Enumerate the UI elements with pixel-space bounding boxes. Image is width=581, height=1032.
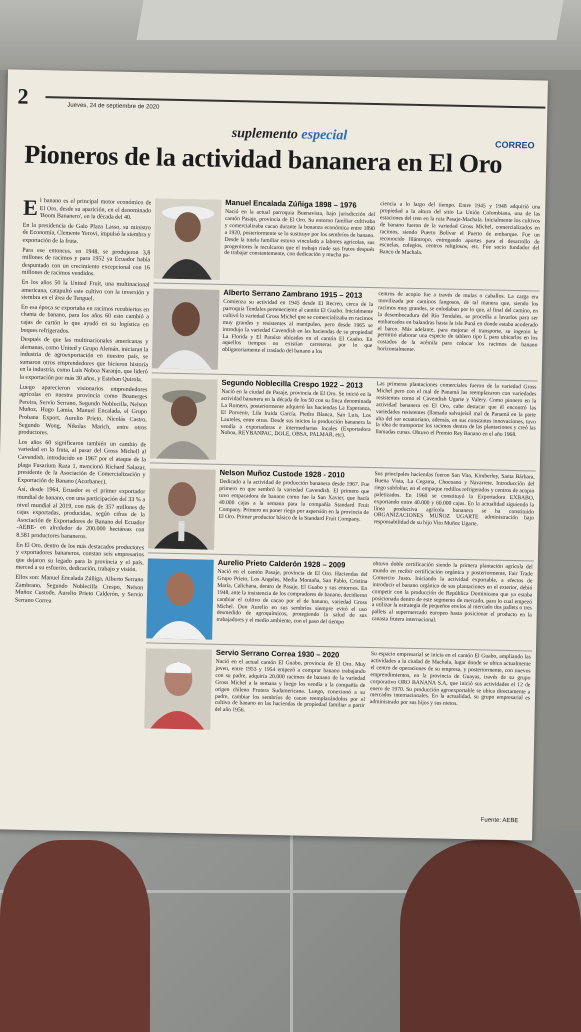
portrait-photo <box>144 648 212 729</box>
left-shoe <box>0 840 150 1032</box>
intro-paragraph: l banano es el principal motor económico de El Oro, desde su aparición, en el denominado 'Boom Bananero', en la década del 40. <box>39 198 152 222</box>
profile-name: Alberto Serrano Zambrano 1915 – 2013 <box>223 287 363 300</box>
profile-text: Sus principales haciendas fueron San Vito, Kimberley, Santa Bárbara, Buena Vista, La Cegama, Chocoano y Navarrete. Introducción del riego subfoliar, en el empaque rodillos refrigerados y centros de acopio paletizados. En 1960 se constituyó la Exportadora EXBABO, exportando entre 40.000 y 60.000 cajas. En la actualidad siguiendo la línea productiva agrícola bananera se ha constituido ORGANIZACIONES MUÑOZ UGARTE administración bajo responsabilidad de su hijo Vito Muñoz Ugarte. <box>373 471 535 528</box>
intro-paragraph: En la presidencia de Galo Plaza Lasso, su ministro de Economía, Clemente Yerovi, impulsó la siembra y exportación de la fruta. <box>22 222 151 245</box>
intro-paragraph: Ellos son: Manuel Encalada Zúñiga, Alberto Serrano Zambrano, Segundo Noblecilla Crespo, Nelson Muñoz Custode, Aurelio Prieto Calderón, y Servio Serrano Correa <box>14 574 144 605</box>
profile-text: Nació en el cantón Pasaje, provincia de El Oro. Haciendas del Grupo Prieto, Los Angeles, Media Montaña, San Pablo, Cristina María, Calichana, dentro de Pasaje, El Guabo y sus entornos. En 1948, ante la insistencia de los compradores de banano, decidieron cambiar el cultivo de cacao por el de banano, variedad Gross Michel. Don Aurelio en sus sembríos siempre evitó el uso desmedido de agroquímicos, protegiendo la salud de sus trabajadores y el medio ambiente, con el paso del tiempo <box>216 568 368 626</box>
portrait-photo <box>148 468 216 549</box>
portrait-photo <box>150 378 218 459</box>
profile-text: Nació en la actual parroquia Buenavista, bajo jurisdicción del cantón Pasaje, provincia de El Oro. Su entorno familiar cultivaba y comercializaba cacao durante la bonanza económica entre 1890 a 1920, posteriormente se lo sustituye por los sembríos de banano. Desde la tutela familiar estuvo vinculado a labores agrícolas, sus progenitores le inculcaron que el trabajo rinde sus frutos después de trabajar constantemente, con dedicación y mucha pa- <box>224 208 376 259</box>
intro-paragraph: Luego aparecieron visionarios emprendedores agrícolas en nuestra provincia como Boanerges Pereira, Servio Serrano, Segundo Noblecilla, Nelson Muñoz, Hugo Lamia, Manuel Encalada, el Grupo Probana Export, Aurelio Prieto, Nicolás Castro, Segundo Wong, Nikolas Marich, entre otros productores. <box>18 384 148 437</box>
profile-text: Nació en la ciudad de Pasaje, provincia de El Oro. Se inició en la actividad bananera en la década de los 50 con su finca denominada La Romero, posteriormente adquirió las haciendas La Esperanza, El Porvenir, Lila Iraida García, Piedra Blanca, San Luis, Los Laureles, entre otras. Desde sus inicios la producción bananera la vendía a exportadoras e intermediarias locales (Exportadora Noboa, REYBANPAC, DOLE, OBSA, PALMAR, etc). <box>220 388 372 439</box>
portrait-photo <box>152 288 220 369</box>
profile-text: obtuvo doble certificación siendo la primera plantación agrícola del mundo en recibir certificación orgánica y posteriormente, Fair Trade Comercio Justo. Iniciando la actividad exportable, a efectos de introducir el banano orgánico de sus plantaciones en el exterior, debió competir con la producción de República Dominicana que ya estaba posicionada dentro de este segmento de mercado, para lo cual empezó a utilizar la estrategia de pequeños envíos al mercado dos pallets o tres pallets al supermercado europeo hasta posicionar el producto en la canasta frutera internacional. <box>371 561 533 624</box>
source-credit: Fuente: AEBE <box>480 817 519 825</box>
right-shoe <box>400 840 581 1032</box>
intro-paragraph: En El Oro, dentro de los más destacados productores y exportadores bananeros, constan seis empresarios que dejaron su legado para la provincia y el país, merced a su esfuerzo, dedicación, trabajo y visión. <box>15 542 145 574</box>
supplement-label <box>232 126 348 144</box>
profile-text: centros de acopio fue a través de mulas o caballos. La carga era movilizada por caminos fangosos, de tal manera que, siendo los racimos muy grandes, se enlodaban por lo que, al final del camino, en la desembocadura del Río Tendales, se procedía a lavarlos para ser embarcados en balandras hasta la isla Puná en donde estaba acoderado el barco. Más adelante, para mejorar el transporte, su ingenio le permitió elaborar una especie de tablero tipo L para ubicarlos en los costados de la acémila para colocar los racimos de banano horizontalmente. <box>377 291 539 354</box>
newspaper-page <box>0 69 548 840</box>
profile-text: Comienza su actividad en 1945 desde El Recreo, cerca de la parroquia Tendales perteneciente al cantón El Guabo. Inicialmente cultivó la variedad Gross Michel que se comercializaba en racimos muy grandes y resistentes al manipuleo, pero desde 1965 se introdujo la variedad Cavendish en las haciendas de su propiedad La Florida y El Paraíso ubicadas en el cantón El Guabo. En aquellos tiempos no existían carreteras por lo que obligatoriamente el traslado del banano a los <box>222 298 374 356</box>
portrait-photo <box>154 198 222 279</box>
papers-background <box>136 0 563 40</box>
profile-text: Su espacio empresarial se inicia en el cantón El Guabo, ampliando las actividades a la ciudad de Machala, lugar donde se ubica actualmente el centro de operaciones de su empresa, y posteriormente, con nuevos emprendimientos, en la provincia de Guayas, través de su grupo corporativo ORO BANANA S.A, que inició sus actividades el 12 de enero de 1970. Su producción agroexportable se ubica directamente a mercados internacionales. En la actualidad, su grupo empresarial es administrado por sus hijos y sus nietos. <box>369 651 531 708</box>
intro-article <box>14 194 152 610</box>
profile-name: Servio Serrano Correa 1930 – 2020 <box>215 647 340 660</box>
profile-text: ciencia a lo largo del tiempo. Entre 1945 y 1948 adquirió una propiedad a la altura del sitio La Unión Colombiana, una de las estaciones del tren en la ruta Pasaje-Machala. Inicialmente los cultivos de banano fueron de la variedad Gross Michel, comercializados en racimos, siendo Puerto Bolívar el Puerto de embarque. Fue un reconocido filántropo, entregando aportes para el desarrollo de escuelas, colegios, centros religiosos, etc. Fue socio fundador del Banco de Machala. <box>379 201 541 257</box>
profile-text: Nació en el actual cantón El Guabo, provincia de El Oro. Muy joven, entre 1953 y 1954 empezó a comprar banano trabajando con su padre, adquiría 20.000 racimos de banano de la variedad Gross Michel a la semana y luego los vendía a la compañía de origen chileno Frutera Sudamericana. Luego, conexionó a su padre, cambiar los sembríos de cacao reemplazándolos por el cultivo de banano en las haciendas de propiedad familiar a partir del año 1956. <box>214 658 366 714</box>
profile-name: Aurelio Prieto Calderón 1928 – 2009 <box>217 557 346 570</box>
issue-date: Jueves, 24 de septiembre de 2020 <box>67 102 160 111</box>
tile-line <box>290 830 293 1032</box>
supplement-special: especial <box>301 127 348 144</box>
profile-name: Segundo Noblecilla Crespo 1922 – 2013 <box>221 377 363 390</box>
newspaper-logo: CORREO <box>494 139 535 151</box>
portrait-photo <box>146 558 214 639</box>
intro-paragraph: Así, desde 1964, Ecuador es el primer exportador mundial de banano, con una participación del 33 % a nivel mundial al 2019, con más de 357 millones de cajas exportadas, producidas, según cifras de la Asociación de Exportadores de Banano del Ecuador -AEBE- en alrededor de 200.000 hectáreas con 8.581 productores bananeros. <box>16 487 146 541</box>
profile-name: Manuel Encalada Zúñiga 1898 – 1976 <box>225 197 357 210</box>
intro-paragraph: En los años 50 la United Fruit, una multinacional americana, catapultó este cultivo con la inversión y siembra en el área de Tenguel. <box>21 279 150 303</box>
intro-paragraph: Después de que las multinacionales americanas y alemanas, como United y Grupo Alemán, iniciaran la industria de agroexportación en nuestro país, se sumaron otros emprendedores que hicieron historia en la industria, como Luis Noboa Naranjo, que lideró la exportación por más 30 años, y Esteban Quirola. <box>19 336 149 384</box>
supplement-word: suplemento <box>231 126 299 143</box>
profile-name: Nelson Muñoz Custode 1928 - 2010 <box>219 467 345 480</box>
profile-text: Dedicado a la actividad de producción bananera desde 1967. Fue primero en que sembró la variedad Cavendish. El primero que tuvo empacadora de banano como fue la San Xavier, que hacía 40.000 cajas a la semana para la compañía Standard Fruit Company. Primero en poner riego por aspersión en la provincia de El Oro. Primer productor básico de la Standard Fruit Company. <box>218 478 370 523</box>
intro-paragraph: Para ese entonces, en 1948, se produjeron 3,8 millones de racimos y para 1952 ya Ecuador había despuntado con un crecimiento excepcional con 16 millones de racimos vendidos. <box>21 247 151 278</box>
intro-paragraph: En esa época se exportaba en racimos recubiertos en chanta de banano, para los años 60 esto cambió a cajas de cartón lo que ayudó en su logística en buques refrigerados. <box>20 304 150 335</box>
profile-text: Las primeras plantaciones comerciales fueron de la variedad Gross Michel pero con el mal de Panamá las reemplazaron con variedades resistentes como el Cavendish Ugarte y Valery. Como pionero en la actividad bananera en El Oro, cabe destacar que él encontró las variedades resistentes (llamada salvajeísil mal de Panamá en la parte alta del sur ecuatoriano, además, en sus constantes innovaciones, tuvo la idea de transportar los racimos dentro de las plantaciones y creó las llamadas cunas. Obtuvo el Premio Rey Banano en el año 1968. <box>375 381 537 439</box>
profile-encalada <box>155 194 545 259</box>
page-title: Pioneros de la actividad bananera en El Oro <box>23 139 503 179</box>
drop-cap: E <box>22 194 39 220</box>
intro-paragraph: Los años 60 significaron también un cambio de variedad en la fruta, al pasar del Gross Michell al Cavendish, introducido en 1967 por el ataque de la plaga Fusarium Raza 1, mencionó Richard Salazar, presidente de la Asociación de Comercialización y Exportación de Banano (Acorbanec). <box>17 439 147 486</box>
page-number: 2 <box>17 83 29 109</box>
desk-background <box>0 0 581 70</box>
